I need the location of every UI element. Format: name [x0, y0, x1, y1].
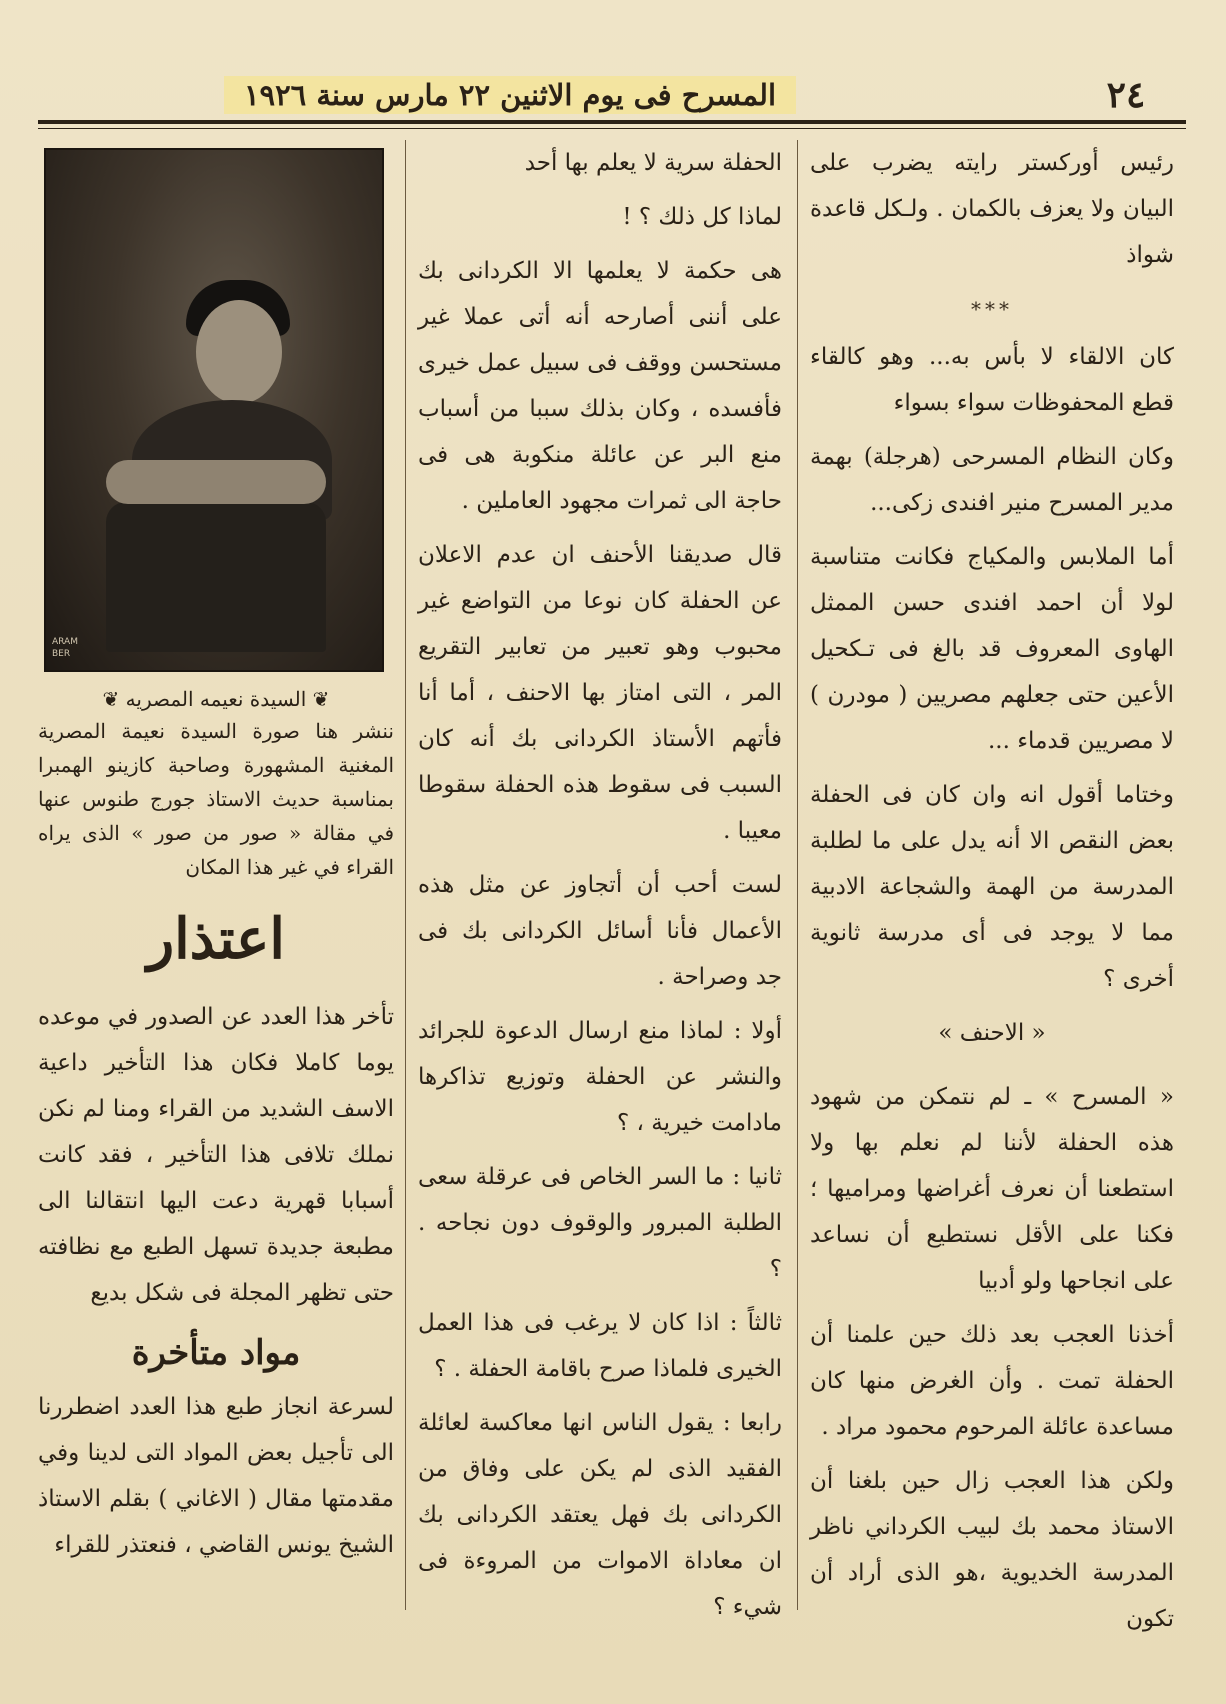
middle-column	[418, 140, 782, 1620]
ornament-icon: ❦	[306, 687, 330, 711]
apology-text: تأخر هذا العدد عن الصدور في موعده يوما كاملا فكان هذا التأخير داعية الاسف الشديد من القراء ومنا لم نكن نملك تلافى هذا التأخير ، فقد كانت أسبابا قهرية دعت اليها انتقالنا الى مطبعة جديدة تسهل الطبع مع نظافته حتى تظهر المجلة فى شكل بديع	[38, 1004, 394, 1306]
paragraph: وكان النظام المسرحى (هرجلة) بهمة مدير المسرح منير افندى زكى...	[810, 444, 1174, 516]
paragraph: رئيس أوركستر رايته يضرب على البيان ولا يعزف بالكمان . ولـكل قاعدة شواذ	[810, 150, 1174, 268]
paragraph: لست أحب أن أتجاوز عن مثل هذه الأعمال فأنا أسائل الكردانى بك فى جد وصراحة .	[418, 872, 782, 990]
left-column	[38, 140, 394, 1610]
late-materials-text: لسرعة انجاز طبع هذا العدد اضطررنا الى تأجيل بعض المواد التى لدينا وفي مقدمتها مقال ( الاغاني ) بقلم الاستاذ الشيخ يونس القاضي ، فنعتذر للقراء	[38, 1394, 394, 1558]
header-rule	[38, 120, 1186, 124]
photo-caption: ننشر هنا صورة السيدة نعيمة المصرية المغنية المشهورة وصاحبة كازينو الهمبرا بمناسبة حديث الاستاذ جورج طنوس عنها في مقالة « صور من صور » الذى يراه القراء في غير هذا المكان	[38, 719, 394, 879]
header-rule-thin	[38, 128, 1186, 129]
paragraph: رابعا : يقول الناس انها معاكسة لعائلة الفقيد الذى لم يكن على وفاق من الكردانى بك فهل يعتقد الكردانى بك ان معاداة الاموات من المروءة فى شيء ؟	[418, 1410, 782, 1620]
paragraph: وختاما أقول انه وان كان فى الحفلة بعض النقص الا أنه يدل على ما لطلبة المدرسة من الهمة والشجاعة الادبية مما لا يوجد فى أى مدرسة ثانوية أخرى ؟	[810, 782, 1174, 992]
paragraph: ثالثاً : اذا كان لا يرغب فى هذا العمل الخيرى فلماذا صرح باقامة الحفلة . ؟	[418, 1310, 782, 1382]
paragraph: « المسرح » ـ لم نتمكن من شهود هذه الحفلة لأننا لم نعلم بها ولا استطعنا أن نعرف أغراضها ومراميها ؛ فكنا على الأقل نستطيع أن نساعد على انجاحها ولو أدبيا	[810, 1084, 1174, 1294]
photo-caption-title: ❦ السيدة نعيمه المصريه ❦	[102, 687, 330, 711]
late-materials-heading: مواد متأخرة	[131, 1333, 301, 1373]
right-column	[810, 140, 1174, 1632]
paragraph: الحفلة سرية لا يعلم بها أحد	[524, 150, 782, 176]
paragraph: أخذنا العجب بعد ذلك حين علمنا أن الحفلة تمت . وأن الغرض منها كان مساعدة عائلة المرحوم محمود مراد .	[810, 1322, 1174, 1440]
paragraph: ثانيا : ما السر الخاص فى عرقلة سعى الطلبة المبرور والوقوف دون نجاحه . ؟	[418, 1164, 782, 1282]
paragraph: أولا : لماذا منع ارسال الدعوة للجرائد والنشر عن الحفلة وتوزيع تذاكرها مادامت خيرية ، ؟	[418, 1018, 782, 1136]
ornament-icon: ❦	[102, 687, 126, 711]
page-number: ٢٤	[1106, 74, 1146, 116]
paragraph: أما الملابس والمكياج فكانت متناسبة لولا أن احمد افندى حسن الممثل الهاوى المعروف قد بالغ فى تـكحيل الأعين حتى جعلهم مصريين ( مودرن ) لا مصريين قدماء ...	[810, 544, 1174, 754]
column-divider	[405, 140, 406, 1610]
portrait-photo	[44, 148, 384, 672]
column-divider	[797, 140, 798, 1610]
paragraph: قال صديقنا الأحنف ان عدم الاعلان عن الحفلة كان نوعا من التواضع غير محبوب وهو تعبير من تعابير التقريع المر ، التى امتاز بها الاحنف ، أما أنا فأتهم الأستاذ الكردانى بك أنه كان السبب فى سقوط هذه الحفلة سقوطا معيبا .	[418, 542, 782, 844]
paragraph: ولكن هذا العجب زال حين بلغنا أن الاستاذ محمد بك لبيب الكرداني ناظر المدرسة الخديوية ،هو الذى أراد أن تكون	[810, 1468, 1174, 1632]
apology-heading: اعتذار	[147, 906, 285, 972]
masthead	[38, 70, 1186, 120]
photo-credit: ARAM BER	[52, 637, 78, 659]
paragraph: هى حكمة لا يعلمها الا الكردانى بك على أننى أصارحه أنه أتى عملا غير مستحسن ووقف فى سبيل عمل خيرى فأفسده ، وكان بذلك سببا من أسباب منع البر عن عائلة منكوبة هى فى حاجة الى ثمرات مجهود العاملين .	[418, 258, 782, 514]
paragraph: كان الالقاء لا بأس به... وهو كالقاء قطع المحفوظات سواء بسواء	[810, 344, 1174, 416]
author-signature: « الاحنف »	[938, 1020, 1046, 1046]
separator: ***	[971, 297, 1013, 321]
paragraph: لماذا كل ذلك ؟ !	[622, 204, 782, 230]
masthead-title: المسرح فى يوم الاثنين ٢٢ مارس سنة ١٩٢٦	[224, 76, 796, 114]
